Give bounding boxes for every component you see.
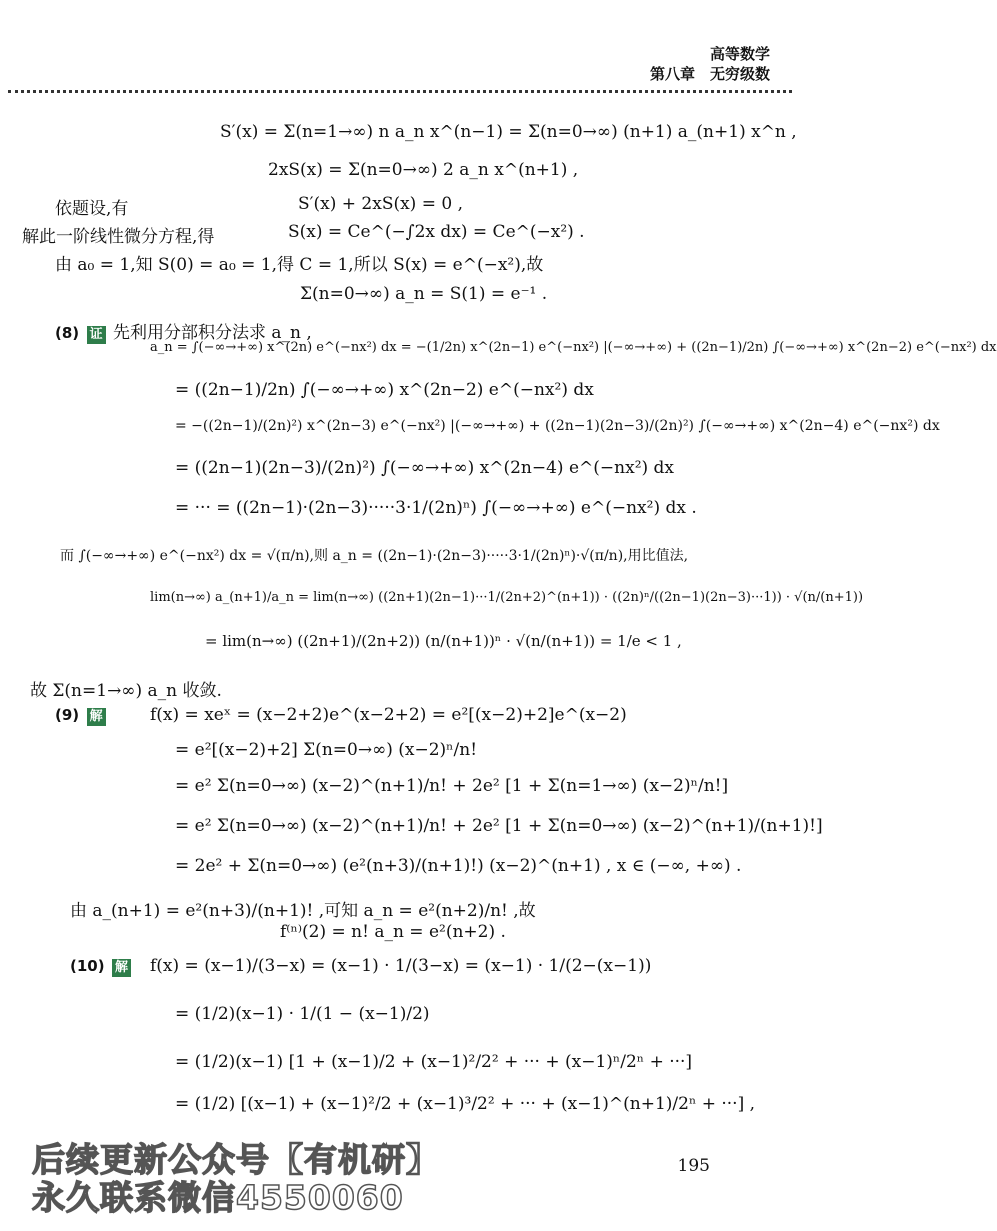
eq-line-22: 由 a_(n+1) = e²(n+3)/(n+1)! ,可知 a_n = e²(n+2)/n! ,故 xyxy=(70,901,536,921)
part-label-8: (8) xyxy=(55,324,80,342)
eq-line-10: = −((2n−1)/(2n)²) x^(2n−3) e^(−nx²) |(−∞→+∞) + ((2n−1)(2n−3)/(2n)²) ∫(−∞→+∞) x^(2n−4) e^(−nx²) dx xyxy=(175,418,940,434)
solution-badge-10: 解 xyxy=(112,959,131,977)
eq-line-27: = (1/2) [(x−1) + (x−1)²/2 + (x−1)³/2² + ··· + (x−1)^(n+1)/2ⁿ + ···] , xyxy=(175,1094,756,1114)
running-header xyxy=(650,44,770,84)
solution-badge-9: 解 xyxy=(87,708,106,726)
part-10-label-row xyxy=(70,956,133,977)
eq-line-8: a_n = ∫(−∞→+∞) x^(2n) e^(−nx²) dx = −(1/2n) x^(2n−1) e^(−nx²) |(−∞→+∞) + ((2n−1)/2n) ∫(−∞→+∞) x^(2n−2) e^(−nx²) dx xyxy=(150,340,997,355)
eq-line-6: Σ(n=0→∞) a_n = S(1) = e⁻¹ . xyxy=(300,284,548,304)
part-label-9: (9) xyxy=(55,706,80,724)
eq-line-26: = (1/2)(x−1) [1 + (x−1)/2 + (x−1)²/2² + ··· + (x−1)ⁿ/2ⁿ + ···] xyxy=(175,1052,693,1072)
chapter-title: 第八章 无穷级数 xyxy=(649,65,770,83)
eq-line-14: lim(n→∞) a_(n+1)/a_n = lim(n→∞) ((2n+1)(2n−1)···1/(2n+2)^(n+1)) · ((2n)ⁿ/((2n−1)(2n−3)···1)) · √(n/(n+1)) xyxy=(150,590,864,605)
eq-line-4: S(x) = Ce^(−∫2x dx) = Ce^(−x²) . xyxy=(288,222,585,242)
eq-line-1: S′(x) = Σ(n=1→∞) n a_n x^(n−1) = Σ(n=0→∞) (n+1) a_(n+1) x^n , xyxy=(220,122,797,142)
eq-line-20: = e² Σ(n=0→∞) (x−2)^(n+1)/n! + 2e² [1 + Σ(n=0→∞) (x−2)^(n+1)/(n+1)!] xyxy=(175,816,823,836)
part-8-text: 先利用分部积分法求 a_n , xyxy=(112,323,312,343)
part-9-label-row xyxy=(55,705,108,726)
header-divider xyxy=(8,90,792,93)
book-title: 高等数学 xyxy=(709,45,770,63)
eq-line-18: = e²[(x−2)+2] Σ(n=0→∞) (x−2)ⁿ/n! xyxy=(175,740,478,760)
text-line-3: 依题设,有 xyxy=(55,199,129,219)
watermark-line-1: 后续更新公众号【有机研】 xyxy=(32,1140,440,1179)
eq-line-25: = (1/2)(x−1) · 1/(1 − (x−1)/2) xyxy=(175,1004,430,1024)
eq-line-24: f(x) = (x−1)/(3−x) = (x−1) · 1/(3−x) = (x−1) · 1/(2−(x−1)) xyxy=(150,956,652,976)
text-line-5: 由 a₀ = 1,知 S(0) = a₀ = 1,得 C = 1,所以 S(x) = e^(−x²),故 xyxy=(55,255,544,275)
conclusion-line-16: 故 Σ(n=1→∞) a_n 收敛. xyxy=(30,681,222,701)
page-number: 195 xyxy=(677,1156,710,1176)
eq-line-11: = ((2n−1)(2n−3)/(2n)²) ∫(−∞→+∞) x^(2n−4) e^(−nx²) dx xyxy=(175,458,675,478)
eq-line-13: 而 ∫(−∞→+∞) e^(−nx²) dx = √(π/n),则 a_n = ((2n−1)·(2n−3)·····3·1/(2n)ⁿ)·√(π/n),用比值法, xyxy=(60,548,689,564)
text-line-4: 解此一阶线性微分方程,得 xyxy=(22,227,215,247)
eq-line-19: = e² Σ(n=0→∞) (x−2)^(n+1)/n! + 2e² [1 + Σ(n=1→∞) (x−2)ⁿ/n!] xyxy=(175,776,729,796)
eq-line-2: 2xS(x) = Σ(n=0→∞) 2 a_n x^(n+1) , xyxy=(268,160,579,180)
eq-line-9: = ((2n−1)/2n) ∫(−∞→+∞) x^(2n−2) e^(−nx²) dx xyxy=(175,380,594,400)
eq-line-17: f(x) = xeˣ = (x−2+2)e^(x−2+2) = e²[(x−2)+2]e^(x−2) xyxy=(150,705,627,725)
eq-line-3: S′(x) + 2xS(x) = 0 , xyxy=(298,194,463,214)
watermark-line-2: 永久联系微信4550060 xyxy=(32,1178,404,1217)
eq-line-23: f⁽ⁿ⁾(2) = n! a_n = e²(n+2) . xyxy=(280,922,506,942)
proof-badge: 证 xyxy=(87,326,106,344)
eq-line-15: = lim(n→∞) ((2n+1)/(2n+2)) (n/(n+1))ⁿ · √(n/(n+1)) = 1/e < 1 , xyxy=(205,632,682,650)
eq-line-12: = ··· = ((2n−1)·(2n−3)·····3·1/(2n)ⁿ) ∫(−∞→+∞) e^(−nx²) dx . xyxy=(175,498,697,518)
eq-line-21: = 2e² + Σ(n=0→∞) (e²(n+3)/(n+1)!) (x−2)^(n+1) , x ∈ (−∞, +∞) . xyxy=(175,856,742,876)
part-label-10: (10) xyxy=(70,957,105,975)
